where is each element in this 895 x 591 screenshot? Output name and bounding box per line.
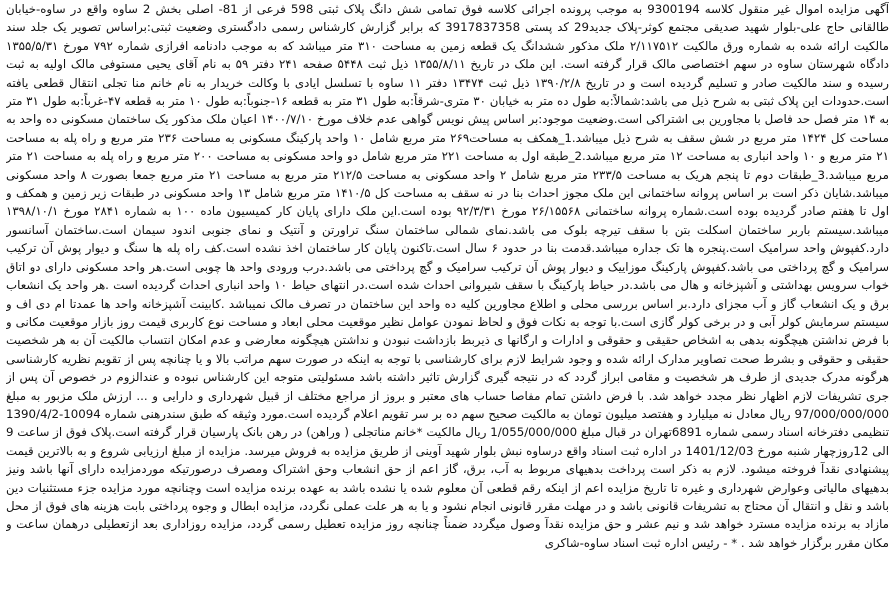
auction-notice xyxy=(6,0,889,591)
auction-notice-text: آگهی مزایده اموال غیر منقول کلاسه 9300194 به موجب پرونده اجرائی کلاسه فوق تمامی شش دانگ پلاک ثبتی 598 فرعی از 81- اصلی بخش 2 ساوه واقع در ساوه-خیابان طالقانی حاج علی-بلوار شهید صدیقی مجتمع کوثر-پلاک جدید29 کد پستی 3917837358 که برابر گزارش کارشناس رسمی دادگستری وضعیت ثبتی:براساس تصویر یک جلد سند مالکیت ارائه شده به شماره ورق مالکیت ۲/۱۱۷۵۱۲ ملک مذکور ششدانگ یک قطعه زمین به مساحت ۳۱۰ متر میباشد که به موجب دادنامه افرازی شماره ۷۹۲ مورخ ۱۳۵۵/۵/۳۱ دادگاه شهرستان ساوه در سهم اختصاصی مالک قرار گرفته است. این ملک در تاریخ ۱۳۵۵/۸/۱۱ ذیل ثبت ۵۴۴۸ صفحه ۲۴۱ دفتر ۵۹ به نام آقای یحیی مستوفی مالک اولیه به ثبت رسیده و سند مالکیت صادر و تسلیم گردیده است و در تاریخ ۱۳۹۰/۲/۸ ذیل ثبت ۱۳۴۷۴ دفتر ۱۱ ساوه با تسلسل ایادی با وکالت خریدار به نام خانم منا تجلی انتقال قطعی یافته است.حدودات این پلاک ثبتی به شرح ذیل می باشد:شمالاً:به طول ده متر به خیابان ۳۰ متری-شرقاً:به طول ۳۱ متر به قطعه ۱۶-جنوباً:به طول ۱۰ متر به قطعه ۴۷-غرباً:به طول ۳۱ متر به ۱۴ متر فصل حد فاصل با مجاورین بی اشتراکی است.وضعیت موجود:بر اساس پیش نویس گواهی عدم خلاف مورخ ۱۴۰۰/۷/۱۰ اعیان ملک مذکور یک ساختمان مسکونی ده واحد به مساحت کل ۱۴۲۴ متر مربع در شش سقف به شرح ذیل میباشد.1_همکف به مساحت۲۶۹ متر مربع شامل ۱۰ واحد پارکینگ مسکونی به مساحت ۲۳۶ متر مربع و راه پله به مساحت ۲۱ متر مربع و ۱۰ واحد انباری به مساحت ۱۲ متر مربع میباشد.2_طبقه اول به مساحت ۲۲۱ متر مربع شامل دو واحد مسکونی به مساحت ۲۰۰ متر مربع و راه پله به مساحت ۲۱ متر مربع میباشد.3_طبقات دوم تا پنجم هریک به مساحت ۲۳۳/۵ متر مربع شامل ۲ واحد مسکونی به مساحت ۲۱۲/۵ متر مربع به مساحت ۲۱ متر مربع جمعا بصورت ۸ واحد مسکونی میباشد.شایان ذکر است بر اساس پروانه ساختمانی این ملک مجوز احداث بنا در نه سقف به مساحت کل ۱۴۱۰/۵ متر مربع شامل ۱۳ واحد مسکونی در طبقات زیر زمین و همکف و اول تا هفتم صادر گردیده بوده است.شماره پروانه ساختمانی ۲۶/۱۵۵۶۸ مورخ ۹۲/۳/۳۱ بوده است.این ملک دارای پایان کار کمیسیون ماده ۱۰۰ به شماره ۲۸۴۱ مورخ ۱۳۹۸/۱۰/۱ میباشد.سیستم باربر ساختمان اسکلت بتن با سقف تیرچه بلوک می باشد.نمای شمالی ساختمان سنگ تراورتن و آنتیک و نمای جنوبی اندود سیمان است.ساختمان آسانسور دارد.کفپوش واحد سرامیک است.پنجره ها تک جداره میباشد.قدمت بنا در حدود ۶ سال است.تاکنون پایان کار ساختمان اخذ نشده است.کف راه پله ها سنگ و دیوار پوش آن ترکیب سرامیک و گچ پرداختی می باشد.کفپوش پارکینگ موزاییک و دیوار پوش آن ترکیب سرامیک و گچ پرداختی می باشد.درب ورودی واحد ها چوبی است.هر واحد مسکونی دارای دو اتاق خواب سرویس بهداشتی و آشپزخانه و هال می باشد.در حیاط پارکینگ با سقف شیروانی احداث شده است.در انتهای حیاط ۱۰ واحد انباری احداث گردیده است .هر واحد یک انشعاب برق و یک انشعاب گاز و آب مجزای دارد.بر اساس بررسی محلی و اطلاع مجاورین کلیه ده واحد این ساختمان در تصرف مالک نمیباشد .کابینت آشپزخانه واحد ها عمدتا ام دی اف و سیستم سرمایش کولر آبی و در برخی کولر گازی است.با توجه به نکات فوق و لحاظ نمودن عوامل نظیر موقعیت محلی ابعاد و مساحت نوع کاربری قیمت روز بازار موقعیت مکانی و با فرض نداشتن هیچگونه بدهی به اشخاص حقیقی و حقوقی و ادارات و ارگانها ی ذیربط بازداشت نبودن و نداشتن هیچگونه معارضی و عدم امکان انتساب مالکیت آن به هر شخصیت حقیقی و حقوقی و بشرط صحت تصاویر مدارک ارائه شده و وجود شرایط لازم برای کارشناسی با توجه به اینکه در صورت سهم مراتب بالا و یا چنانچه پس از تقویم نظریه کارشناسی هرگونه مدرک جدیدی از طرف هر شخصیت و مقامی ابراز گردد که در نتیجه گیری گزارش تاثیر داشته باشد مسئولیتی متوجه این کارشناس نبوده و عندالزوم در خصوص آن پس از جری تشریفات لازم اظهار نظر مجدد خواهد شد. با فرض داشتن تمام مفاصا حساب های معتبر و بروز از مراجع مختلف از قبیل شهرداری و دارایی و ... ارزش ملک مزبور به مبلغ 97/000/000/000 ریال معادل نه میلیارد و هفتصد میلیون تومان به مالکیت صحیح سهم ده بر سر تقویم اعلام گردیده است.مورد وثیقه که طبق سندرهنی شماره 10094-1390/4/2 تنظیمی دفترخانه اسناد رسمی شماره 6891تهران در قبال مبلغ 1/055/000/000 ریال مالکیت *خانم مناتجلی ( وراهن) در رهن بانک پارسیان قرار گرفته است.پلاک فوق از ساعت 9 الی 12روزچهار شنبه مورخ 1401/12/03 در اداره ثبت اسناد واقع درساوه نبش بلوار شهید آوینی از طریق مزایده به فروش میرسد. مزایده از مبلغ ارزیابی شروع و به بالاترین قیمت پیشنهادی نقدآ فروخته میشود. لازم به ذکر است پرداخت بدهیهای مربوط به آب، برق، گاز اعم از حق انشعاب وحق اشتراک ومصرف درصورتیکه موردمزایده دارای آنها باشد ونیز بدهیهای مالیاتی وعوارض شهرداری و غیره تا تاریخ مزایده اعم از اینکه رقم قطعی آن معلوم شده یا نشده باشد به عهده برنده مزایده است وچنانچه مورد مزایده جزء مستثنیات دین باشد و نقل و انتقال آن محتاج به تشریفات قانونی باشد و در مهلت مقرر قانونی انجام نشود و یا به هر علت عملی نگردد، مزایده ابطال و وجوه پرداختی بابت هزینه های فوق از محل مازاد به برنده مزایده مسترد خواهد شد و نیم عشر و حق مزایده نقدآ وصول میگردد ضمناً چنانچه روز مزایده تعطیل رسمی گردد، مزایده روزاداری بعد ازتعطیلی درهمان ساعت و مکان مقرر برگزار خواهد شد . * - رئیس اداره ثبت اسناد ساوه-شاکری xyxy=(6,2,889,550)
